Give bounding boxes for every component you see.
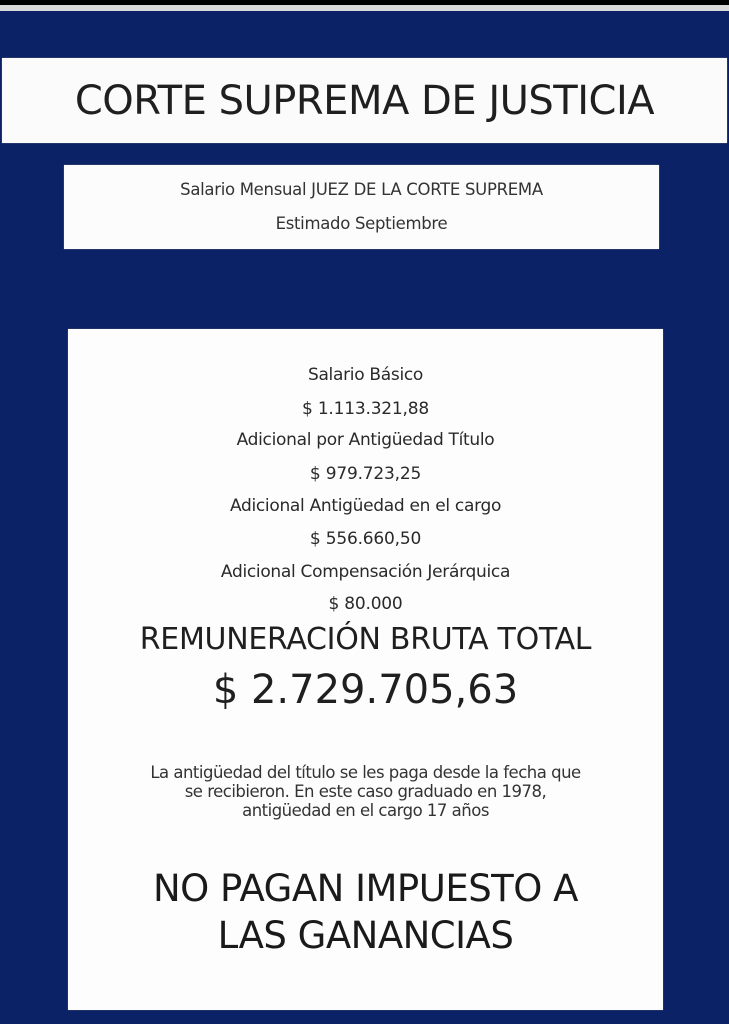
- salary-item-label: Adicional Antigüedad en el cargo: [229, 496, 502, 516]
- total-value: $ 2.729.705,63: [212, 667, 519, 713]
- salary-item-label: Salario Básico: [307, 365, 424, 385]
- warning-line-1: NO PAGAN IMPUESTO A: [153, 867, 578, 910]
- warning-line-2: LAS GANANCIAS: [217, 914, 514, 957]
- note-line: antigüedad en el cargo 17 años: [242, 801, 489, 820]
- salary-item-label: Adicional por Antigüedad Título: [236, 430, 495, 450]
- total-label: REMUNERACIÓN BRUTA TOTAL: [139, 622, 592, 657]
- salary-panel: [68, 329, 663, 1010]
- top-gray-strip: [0, 5, 729, 11]
- salary-item-value: $ 80.000: [328, 594, 403, 614]
- salary-item-value: $ 1.113.321,88: [302, 399, 429, 419]
- note-line: La antigüedad del título se les paga desde la fecha que: [150, 763, 581, 782]
- page-title: CORTE SUPREMA DE JUSTICIA: [74, 77, 655, 124]
- salary-item-value: $ 556.660,50: [309, 529, 422, 549]
- title-banner: [2, 58, 727, 143]
- note-line: se recibieron. En este caso graduado en 1978,: [184, 782, 547, 801]
- subtitle-banner: [64, 165, 659, 249]
- salary-item-value: $ 979.723,25: [309, 464, 422, 484]
- subtitle-line-1: Salario Mensual JUEZ DE LA CORTE SUPREMA: [180, 180, 543, 199]
- subtitle-line-2: Estimado Septiembre: [275, 214, 448, 233]
- salary-item-label: Adicional Compensación Jerárquica: [220, 562, 511, 582]
